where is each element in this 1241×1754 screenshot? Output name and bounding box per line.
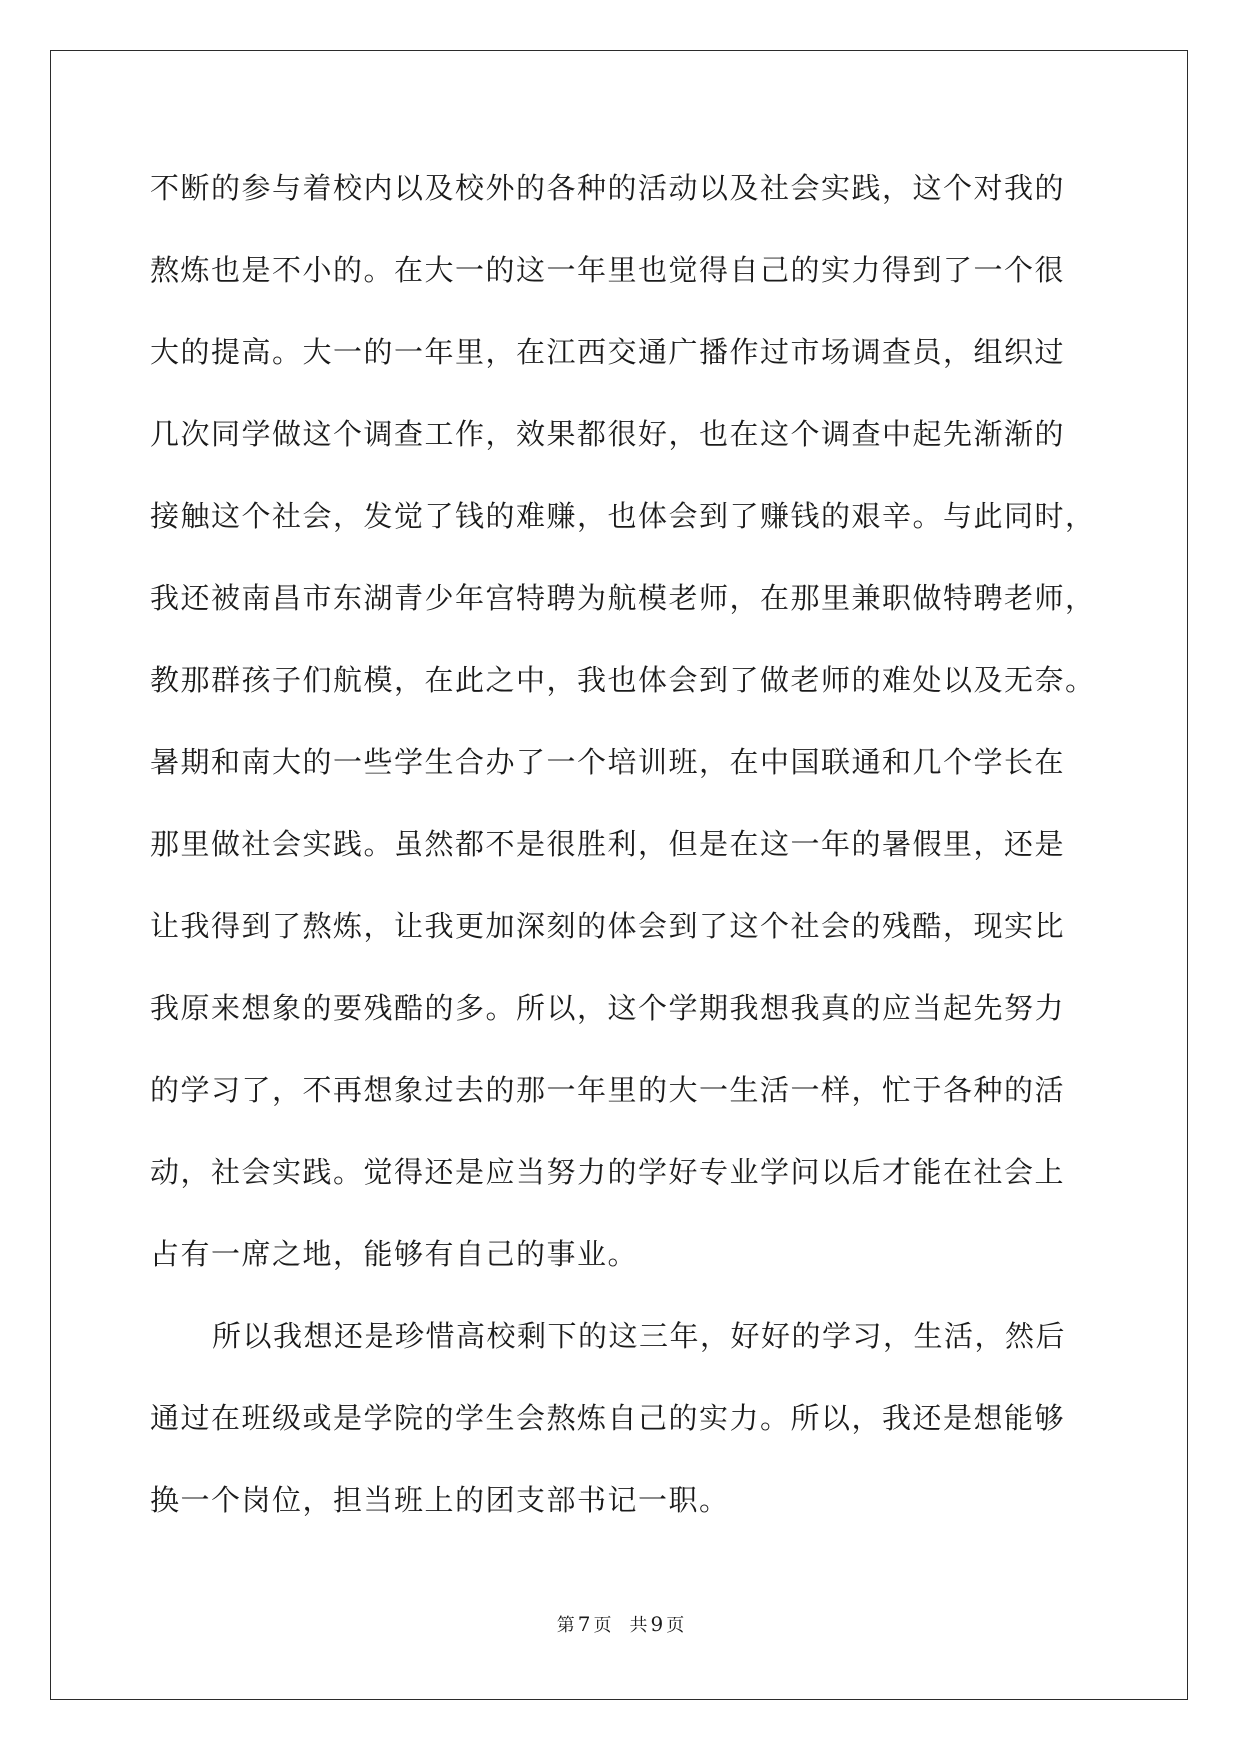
total-prefix: 共 [629,1615,648,1636]
text-line: 换一个岗位，担当班上的团支部书记一职。 [150,1483,730,1517]
total-suffix: 页 [666,1615,685,1636]
paragraph-first-line: 所以我想还是珍惜高校剩下的这三年，好好的学习，生活，然后 [212,1319,1067,1353]
text-line: 我原来想象的要残酷的多。所以，这个学期我想我真的应当起先努力 [150,991,1066,1025]
text-line: 动，社会实践。觉得还是应当努力的学好专业学问以后才能在社会上 [150,1155,1066,1189]
page-prefix: 第 [556,1615,575,1636]
text-line: 那里做社会实践。虽然都不是很胜利，但是在这一年的暑假里，还是 [150,827,1066,861]
page-footer [0,1612,1241,1638]
text-line: 熬炼也是不小的。在大一的这一年里也觉得自己的实力得到了一个很 [150,253,1066,287]
page-suffix: 页 [593,1615,612,1636]
text-line: 不断的参与着校内以及校外的各种的活动以及社会实践，这个对我的 [150,171,1066,205]
text-line: 通过在班级或是学院的学生会熬炼自己的实力。所以，我还是想能够 [150,1401,1066,1435]
text-line: 的学习了，不再想象过去的那一年里的大一生活一样，忙于各种的活 [150,1073,1066,1107]
text-line: 大的提高。大一的一年里，在江西交通广播作过市场调查员，组织过 [150,335,1066,369]
text-line: 我还被南昌市东湖青少年宫特聘为航模老师，在那里兼职做特聘老师， [150,581,1096,615]
page-number: 7 [577,1612,591,1636]
text-line: 占有一席之地，能够有自己的事业。 [150,1237,639,1271]
text-line: 几次同学做这个调查工作，效果都很好，也在这个调查中起先渐渐的 [150,417,1066,451]
text-line: 暑期和南大的一些学生合办了一个培训班，在中国联通和几个学长在 [150,745,1066,779]
text-line: 让我得到了熬炼，让我更加深刻的体会到了这个社会的残酷，现实比 [150,909,1066,943]
text-line: 教那群孩子们航模，在此之中，我也体会到了做老师的难处以及无奈。 [150,663,1096,697]
document-body [150,162,1110,1556]
text-line: 接触这个社会，发觉了钱的难赚，也体会到了赚钱的艰辛。与此同时， [150,499,1096,533]
total-pages: 9 [650,1612,664,1636]
